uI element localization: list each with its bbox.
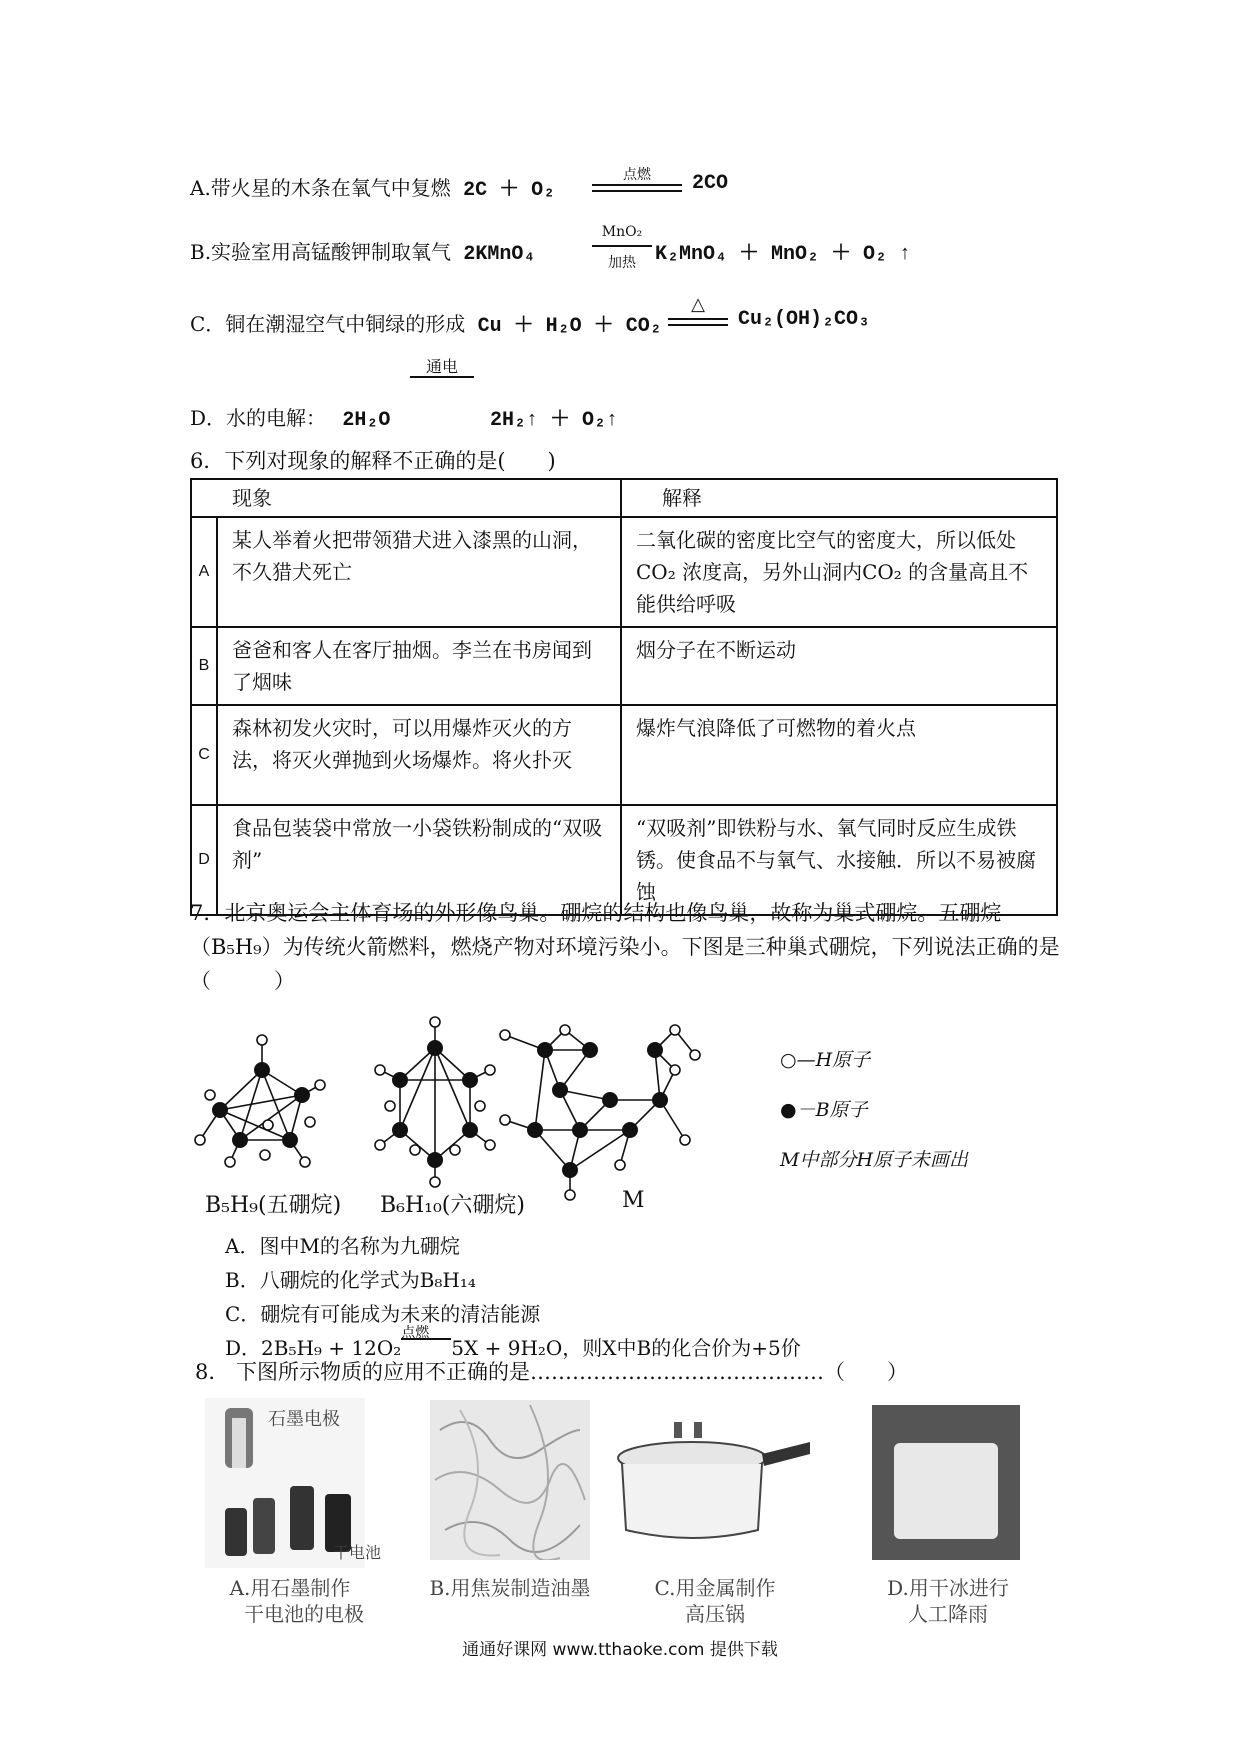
q5-d-reactants: 2H₂O: [342, 409, 391, 432]
q5-d-condition: 通电: [425, 357, 458, 376]
dry-ice-block-icon: [894, 1443, 998, 1539]
row-label: B: [191, 627, 217, 705]
caption-c: C.用金属制作 高压锅: [654, 1576, 776, 1626]
q5-option-c: C．铜在潮湿空气中铜绿的形成 Cu ＋ H₂O ＋ CO₂: [190, 312, 662, 338]
photo-c-pressure-cooker: [612, 1420, 812, 1550]
q5-option-d: D．水的电解： 2H₂O: [190, 406, 391, 432]
table-header-row: [191, 479, 1057, 517]
caption-b: B.用焦炭制造油墨: [429, 1576, 591, 1600]
legend-note: M中部分H原子未画出: [780, 1149, 969, 1171]
legend-hydrogen: ○—H原子: [780, 1049, 871, 1071]
q6-stem: 6．下列对现象的解释不正确的是( ): [190, 449, 556, 473]
row-label: A: [191, 517, 217, 627]
ink-texture-icon: [430, 1400, 590, 1560]
label-dry-battery: 干电池: [333, 1543, 382, 1562]
header-explanation: 解释: [621, 479, 1057, 517]
q5-d-line: [410, 376, 474, 378]
row-phenomenon: 爸爸和客人在客厅抽烟。李兰在书房闻到了烟味: [217, 627, 621, 705]
caption-b5h9: B₅H₉(五硼烷): [205, 1193, 342, 1218]
row-label: D: [191, 805, 217, 915]
pressure-cooker-icon: [612, 1420, 812, 1550]
q7-option-a: A．图中M的名称为九硼烷: [225, 1234, 460, 1258]
q5-b-condition-top: MnO₂: [601, 224, 643, 240]
q5-b-product: K₂MnO₄ ＋ MnO₂ ＋ O₂ ↑: [655, 243, 912, 266]
row-label: C: [191, 705, 217, 805]
row-phenomenon: 食品包装袋中常放一小袋铁粉制成的“双吸剂”: [217, 805, 621, 915]
table-row: [191, 705, 1057, 805]
q5-option-b: B.实验室用高锰酸钾制取氧气 2KMnO₄: [190, 240, 536, 266]
row-explanation: 二氧化碳的密度比空气的密度大，所以低处CO₂ 浓度高，另外山洞内CO₂ 的含量高且不能供给呼吸: [621, 517, 1057, 627]
q5-option-a: A.带火星的木条在氧气中复燃 2C ＋ O₂: [190, 176, 556, 202]
photo-d-dry-ice: [872, 1405, 1020, 1560]
q5-c-equals: [668, 318, 728, 326]
q5-a-product: 2CO: [692, 172, 729, 195]
q7-d-condition: 点燃: [401, 1325, 430, 1341]
q5-c-product: Cu₂(OH)₂CO₃: [738, 308, 871, 331]
caption-m: M: [622, 1188, 645, 1213]
q7-d-equals: [401, 1338, 451, 1340]
row-explanation: 爆炸气浪降低了可燃物的着火点: [621, 705, 1057, 805]
legend-boron: ●－B原子: [780, 1099, 868, 1121]
caption-d: D.用干冰进行 人工降雨: [887, 1576, 1009, 1626]
q5-b-reactants: 2KMnO₄: [463, 243, 536, 266]
row-explanation: 烟分子在不断运动: [621, 627, 1057, 705]
q5-a-condition: 点燃: [623, 167, 651, 183]
q8-stem: 8． 下图所示物质的应用不正确的是……………………………………（ ）: [195, 1360, 909, 1384]
m-boron-atoms: [527, 1042, 668, 1178]
table-row: [191, 627, 1057, 705]
q7-option-d: D．2B₅H₉ + 12O₂ 点燃 5X + 9H₂O，则X中B的化合价为+5价: [225, 1332, 801, 1361]
row-phenomenon: 某人举着火把带领猎犬进入漆黑的山洞，不久猎犬死亡: [217, 517, 621, 627]
q5-c-condition: △: [691, 294, 705, 315]
caption-a: A.用石墨制作 干电池的电极: [229, 1576, 364, 1626]
m-hydrogen-atoms: [500, 1025, 700, 1200]
m-structure: [505, 1030, 695, 1195]
q5-b-condition-bottom: 加热: [608, 255, 636, 271]
b5h9-boron-atoms: [212, 1062, 310, 1148]
page-footer: 通通好课网 www.tthaoke.com 提供下载: [462, 1640, 778, 1660]
header-phenomenon: 现象: [191, 479, 621, 517]
q5-d-product: 2H₂↑ ＋ O₂↑: [490, 409, 619, 432]
q5-c-reactants: Cu ＋ H₂O ＋ CO₂: [477, 315, 662, 338]
label-graphite-electrode: 石墨电极: [268, 1409, 340, 1430]
photo-b-ink: [430, 1400, 590, 1560]
q5-a-equals: [592, 184, 682, 192]
row-explanation: “双吸剂”即铁粉与水、氧气同时反应生成铁锈。使食品不与氧气、水接触．所以不易被腐蚀: [621, 805, 1057, 915]
row-phenomenon: 森林初发火灾时，可以用爆炸灭火的方法，将灭火弹抛到火场爆炸。将火扑灭: [217, 705, 621, 805]
q5-a-reactants: 2C ＋ O₂: [463, 179, 556, 202]
caption-b6h10: B₆H₁₀(六硼烷): [380, 1193, 525, 1218]
q5-b-arrow-line: [592, 245, 652, 247]
table-row: [191, 517, 1057, 627]
q7-option-b: B．八硼烷的化学式为B₈H₁₄: [225, 1268, 476, 1292]
q7-stem: 7．北京奥运会主体育场的外形像鸟巢。硼烷的结构也像鸟巢，故称为巢式硼烷。五硼烷（B₅H₉）为传统火箭燃料，燃烧产物对环境污染小。下图是三种巢式硼烷，下列说法正确的是（ ）: [190, 901, 1060, 993]
q6-table: [190, 478, 1058, 916]
q7-option-c: C．硼烷有可能成为未来的清洁能源: [225, 1302, 541, 1326]
